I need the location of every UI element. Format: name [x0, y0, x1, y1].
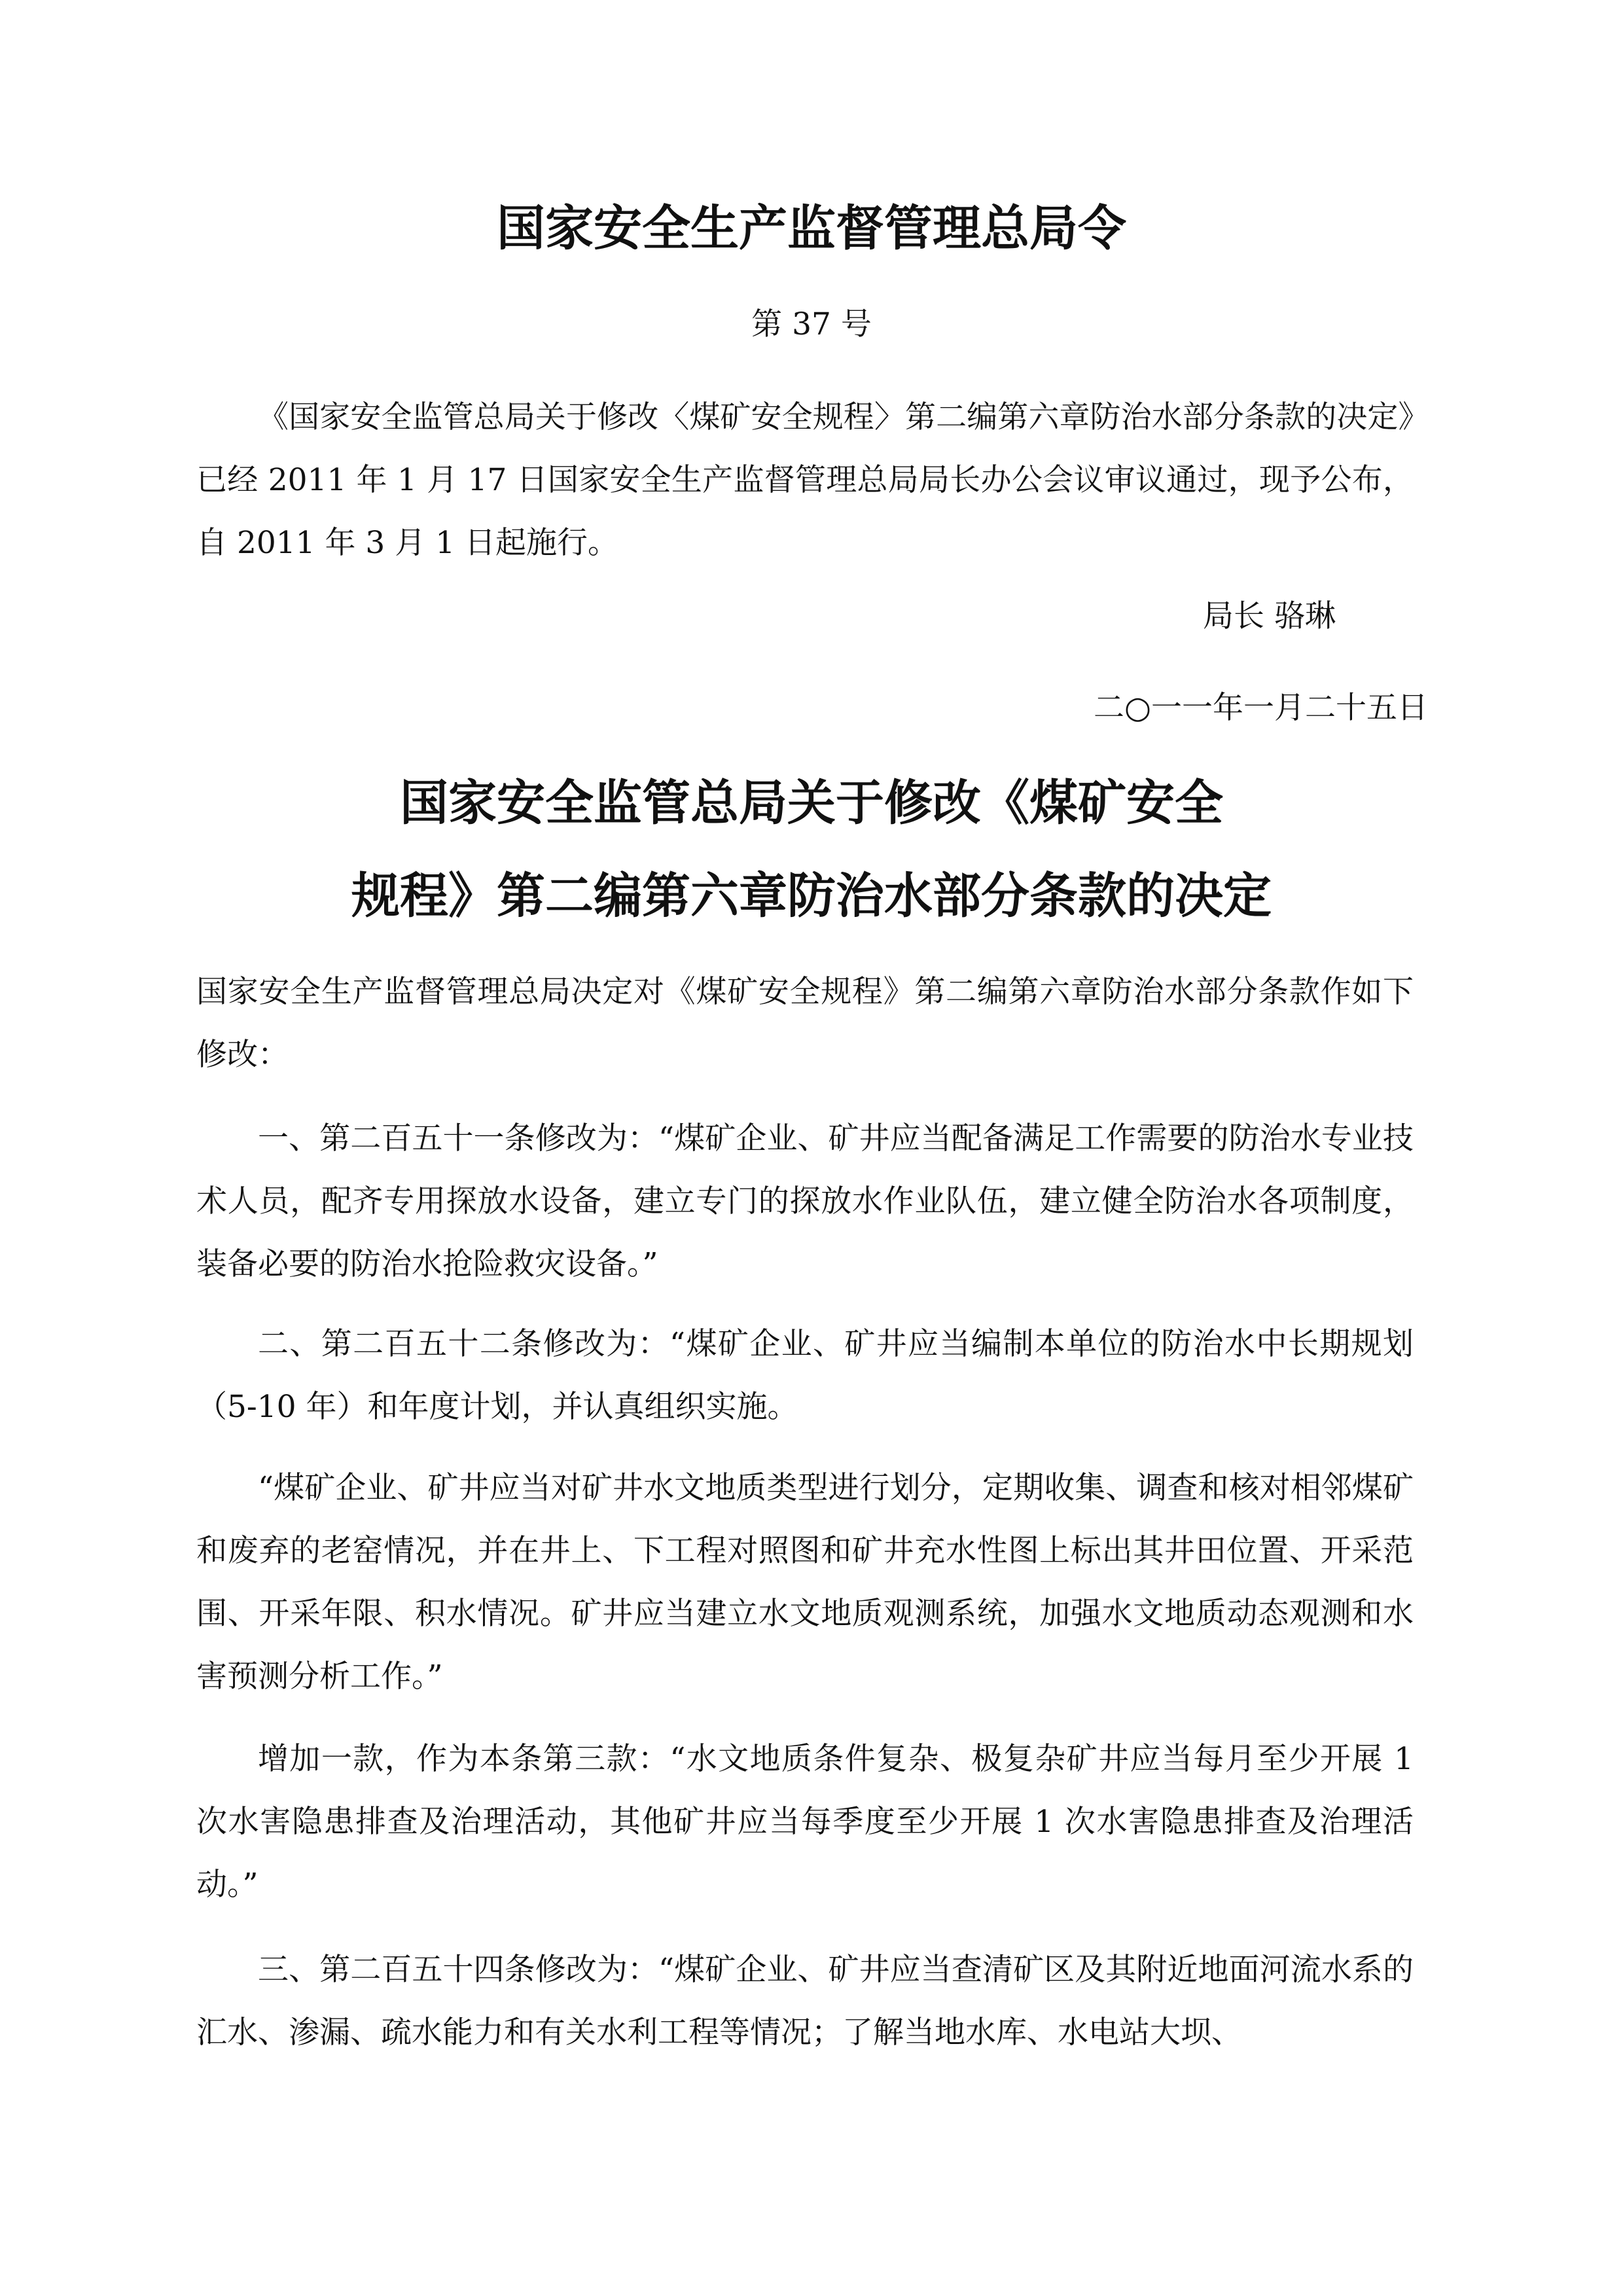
article-252-amendment: 二、第二百五十二条修改为：“煤矿企业、矿井应当编制本单位的防治水中长期规划（5-10 年）和年度计划，并认真组织实施。 — [196, 1326, 1414, 1425]
article-252-paragraph-2: “煤矿企业、矿井应当对矿井水文地质类型进行划分，定期收集、调查和核对相邻煤矿和废弃的老窑情况，并在井上、下工程对照图和矿井充水性图上标出其井田位置、开采范围、开采年限、积水情况。矿井应当建立水文地质观测系统，加强水文地质动态观测和水害预测分析工作。” — [196, 1470, 1414, 1695]
article-254-amendment: 三、第二百五十四条修改为：“煤矿企业、矿井应当查清矿区及其附近地面河流水系的汇水、渗漏、疏水能力和有关水利工程等情况；了解当地水库、水电站大坝、 — [196, 1952, 1414, 2051]
issue-date: 二○一一年一月二十五日 — [1093, 690, 1428, 726]
decision-title-line-2: 规程》第二编第六章防治水部分条款的决定 — [351, 868, 1272, 924]
decision-intro: 国家安全生产监督管理总局决定对《煤矿安全规程》第二编第六章防治水部分条款作如下修改： — [196, 974, 1414, 1073]
announcement-paragraph: 《国家安全监管总局关于修改〈煤矿安全规程〉第二编第六章防治水部分条款的决定》已经 2011 年 1 月 17 日国家安全生产监督管理总局局长办公会议审议通过，现予公布，自 2011 年 3 月 1 日起施行。 — [196, 399, 1414, 561]
article-252-added-clause: 增加一款，作为本条第三款：“水文地质条件复杂、极复杂矿井应当每月至少开展 1 次水害隐患排查及治理活动，其他矿井应当每季度至少开展 1 次水害隐患排查及治理活动。” — [196, 1741, 1414, 1903]
article-251-amendment: 一、第二百五十一条修改为：“煤矿企业、矿井应当配备满足工作需要的防治水专业技术人员，配齐专用探放水设备，建立专门的探放水作业队伍，建立健全防治水各项制度，装备必要的防治水抢险救灾设备。” — [196, 1121, 1414, 1282]
decision-title-line-1: 国家安全监管总局关于修改《煤矿安全 — [400, 775, 1223, 831]
order-number: 第 37 号 — [751, 306, 872, 342]
signature: 局长 骆琳 — [1203, 598, 1336, 634]
order-title: 国家安全生产监督管理总局令 — [497, 200, 1126, 257]
